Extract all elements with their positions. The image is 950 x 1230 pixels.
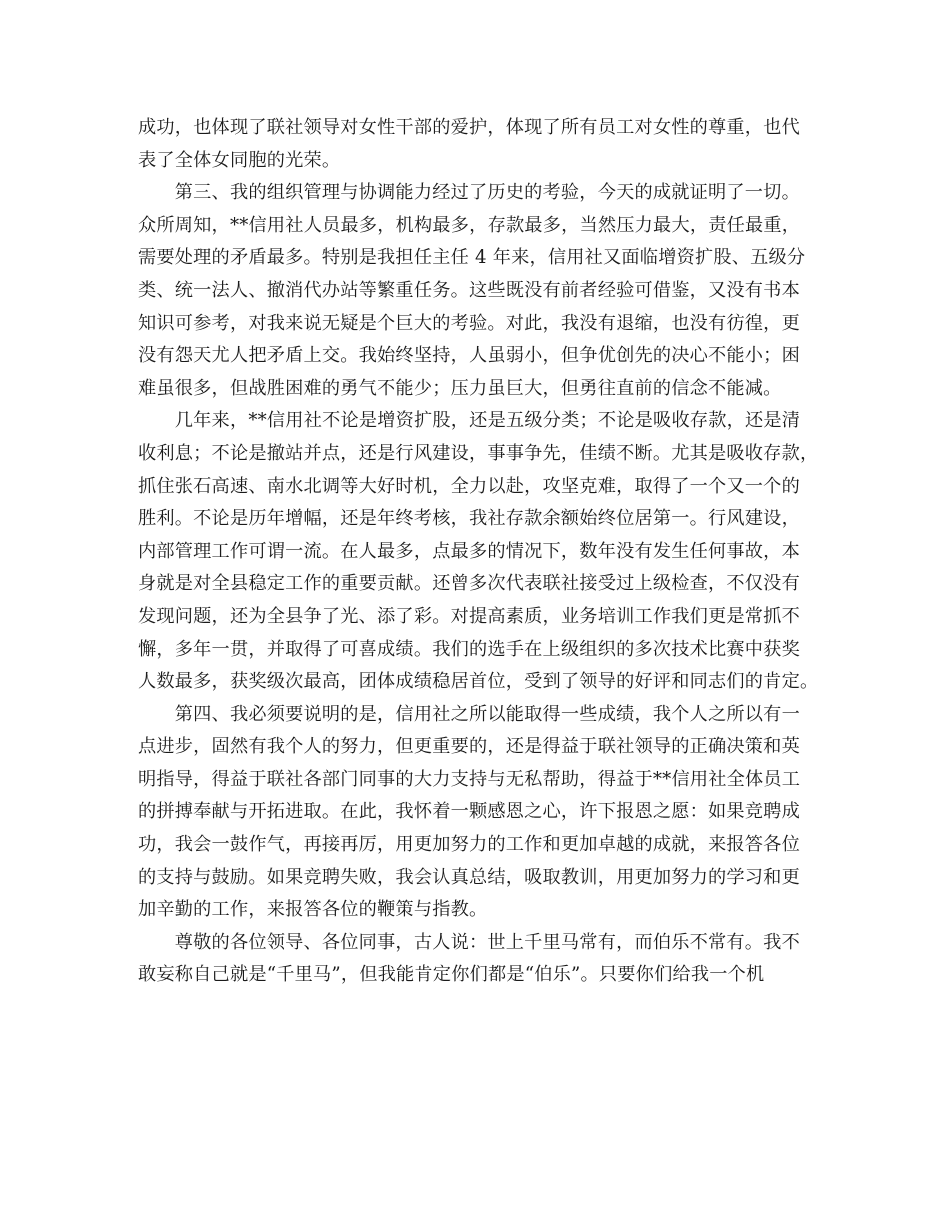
text-line: 成功，也体现了联社领导对女性干部的爱护，体现了所有员工对女性的尊重，也代 xyxy=(138,117,800,138)
text-line: 功，我会一鼓作气，再接再厉，用更加努力的工作和更加卓越的成就，来报答各位 xyxy=(138,834,800,856)
text-line: 的支持与鼓励。如果竞聘失败，我会认真总结，吸取教训，用更加努力的学习和更 xyxy=(138,866,800,888)
text-line: 尊敬的各位领导、各位同事，古人说：世上千里马常有，而伯乐不常有。我不 xyxy=(138,931,800,953)
text-line: 身就是对全县稳定工作的重要贡献。还曾多次代表联社接受过上级检查，不仅没有 xyxy=(138,573,800,595)
text-line: 人数最多，获奖级次最高，团体成绩稳居首位，受到了领导的好评和同志们的肯定。 xyxy=(138,671,819,693)
text-line: 的拼搏奉献与开拓进取。在此，我怀着一颗感恩之心，许下报恩之愿：如果竞聘成 xyxy=(138,801,800,823)
text-line: 内部管理工作可谓一流。在人最多，点最多的情况下，数年没有发生任何事故，本 xyxy=(138,540,800,562)
text-line: 知识可参考，对我来说无疑是个巨大的考验。对此，我没有退缩，也没有彷徨，更 xyxy=(138,312,800,334)
text-line: 抓住张石高速、南水北调等大好时机，全力以赴，攻坚克难，取得了一个又一个的 xyxy=(138,475,800,497)
text-line: 几年来，**信用社不论是增资扩股，还是五级分类；不论是吸收存款，还是清 xyxy=(138,410,801,432)
text-line: 明指导，得益于联社各部门同事的大力支持与无私帮助，得益于**信用社全体员工 xyxy=(138,768,801,790)
text-line: 类、统一法人、撤消代办站等繁重任务。这些既没有前者经验可借鉴，又没有书本 xyxy=(138,279,800,301)
text-line: 没有怨天尤人把矛盾上交。我始终坚持，人虽弱小，但争优创先的决心不能小；困 xyxy=(138,345,800,367)
text-line: 难虽很多，但战胜困难的勇气不能少；压力虽巨大，但勇往直前的信念不能减。 xyxy=(138,377,782,399)
text-line: 收利息；不论是撤站并点，还是行风建设，事事争先，佳绩不断。尤其是吸收存款， xyxy=(138,442,819,464)
text-line: 第三、我的组织管理与协调能力经过了历史的考验，今天的成就证明了一切。 xyxy=(138,182,800,204)
text-line: 加辛勤的工作，来报答各位的鞭策与指教。 xyxy=(138,899,488,921)
text-line: 众所周知，**信用社人员最多，机构最多，存款最多，当然压力最大，责任最重， xyxy=(138,214,801,236)
text-line: 敢妄称自己就是“千里马”，但我能肯定你们都是“伯乐”。只要你们给我一个机 xyxy=(138,964,765,986)
text-line: 需要处理的矛盾最多。特别是我担任主任 4 年来，信用社又面临增资扩股、五级分 xyxy=(138,247,806,269)
text-line: 第四、我必须要说明的是，信用社之所以能取得一些成绩，我个人之所以有一 xyxy=(138,703,800,725)
text-line: 胜利。不论是历年增幅，还是年终考核，我社存款余额始终位居第一。行风建设， xyxy=(138,508,800,530)
text-line: 点进步，固然有我个人的努力，但更重要的，还是得益于联社领导的正确决策和英 xyxy=(138,736,800,758)
text-line: 发现问题，还为全县争了光、添了彩。对提高素质，业务培训工作我们更是常抓不 xyxy=(138,605,800,627)
text-line: 懈，多年一贯，并取得了可喜成绩。我们的选手在上级组织的多次技术比赛中获奖 xyxy=(138,638,800,660)
text-line: 表了全体女同胞的光荣。 xyxy=(138,149,341,171)
body-text xyxy=(138,112,828,992)
